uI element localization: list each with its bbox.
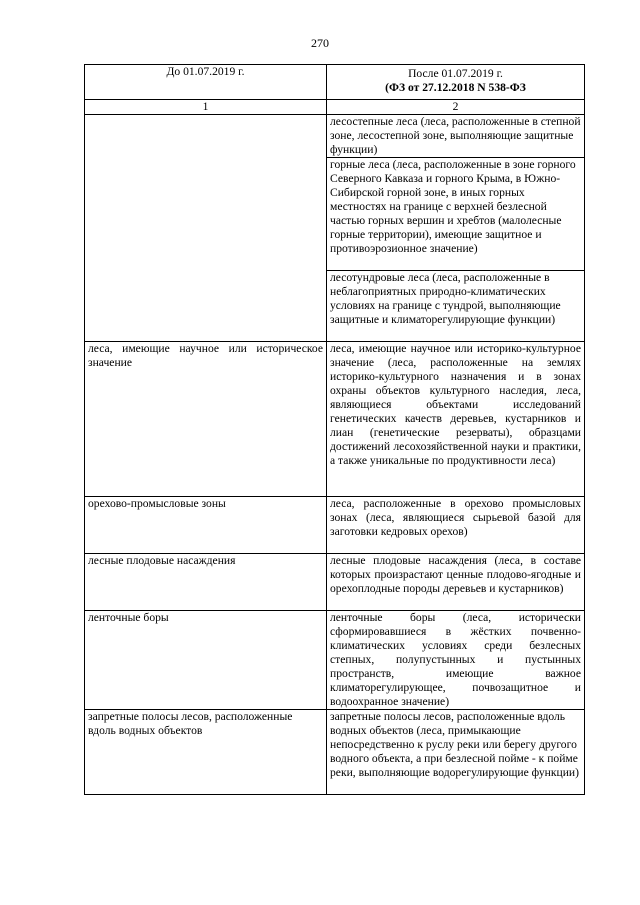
table-row	[85, 115, 585, 158]
table-row	[85, 611, 585, 710]
header-after-line2: (ФЗ от 27.12.2018 N 538-ФЗ	[385, 81, 526, 94]
left-cell: орехово-промысловые зоны	[85, 497, 327, 554]
right-cell: леса, имеющие научное или историко-культурное значение (леса, расположенные на землях историко-культурного назначения и в зонах охраны объектов культурного наследия, леса, являющиеся объектами исследований генетических качеств деревьев, кустарников и лиан (генетические резерваты), образцами достижений лесохозяйственной науки и практики, а также уникальные по продуктивности леса)	[327, 342, 585, 497]
left-cell: запретные полосы лесов, расположенные вдоль водных объектов	[85, 710, 327, 795]
header-before-text: До 01.07.2019 г.	[166, 65, 245, 78]
column-number-row	[85, 100, 585, 115]
left-cell-empty	[85, 115, 327, 342]
header-after	[327, 65, 585, 100]
column-number-2: 2	[327, 100, 585, 115]
header-before	[85, 65, 327, 100]
table-row	[85, 342, 585, 497]
left-cell: лесные плодовые насаждения	[85, 554, 327, 611]
comparison-table	[84, 64, 585, 795]
right-cell: лесотундровые леса (леса, расположенные в неблагоприятных природно-климатических условиях на границе с тундрой, выполняющие защитные и климаторегулирующие функции)	[327, 271, 585, 342]
table-row	[85, 710, 585, 795]
left-cell: леса, имеющие научное или историческое значение	[85, 342, 327, 497]
right-cell: леса, расположенные в орехово промысловых зонах (леса, являющиеся сырьевой базой для заготовки кедровых орехов)	[327, 497, 585, 554]
left-cell: ленточные боры	[85, 611, 327, 710]
page-number: 270	[311, 36, 329, 50]
right-cell: лесные плодовые насаждения (леса, в составе которых произрастают ценные плодово-ягодные и орехоплодные породы деревьев и кустарников)	[327, 554, 585, 611]
table-row	[85, 497, 585, 554]
column-number-1: 1	[85, 100, 327, 115]
right-cell: горные леса (леса, расположенные в зоне горного Северного Кавказа и горного Крыма, в Южно-Сибирской горной зоне, в иных горных местностях на границе с верхней безлесной частью горных вершин и хребтов (малолесные горные территории), имеющие защитное и противоэрозионное значение)	[327, 158, 585, 271]
table-row	[85, 554, 585, 611]
right-cell: запретные полосы лесов, расположенные вдоль водных объектов (леса, примыкающие непосредственно к руслу реки или берегу другого водного объекта, а при безлесной пойме - к пойме реки, выполняющие водорегулирующие функции)	[327, 710, 585, 795]
right-cell: ленточные боры (леса, исторически сформировавшиеся в жёстких почвенно-климатических условиях среди безлесных степных, полупустынных и пустынных пространств, имеющие важное климаторегулирующее, почвозащитное и водоохранное значение)	[327, 611, 585, 710]
header-after-line1: После 01.07.2019 г.	[408, 67, 503, 80]
right-cell: лесостепные леса (леса, расположенные в степной зоне, лесостепной зоне, выполняющие защитные функции)	[327, 115, 585, 158]
table-header-row	[85, 65, 585, 100]
